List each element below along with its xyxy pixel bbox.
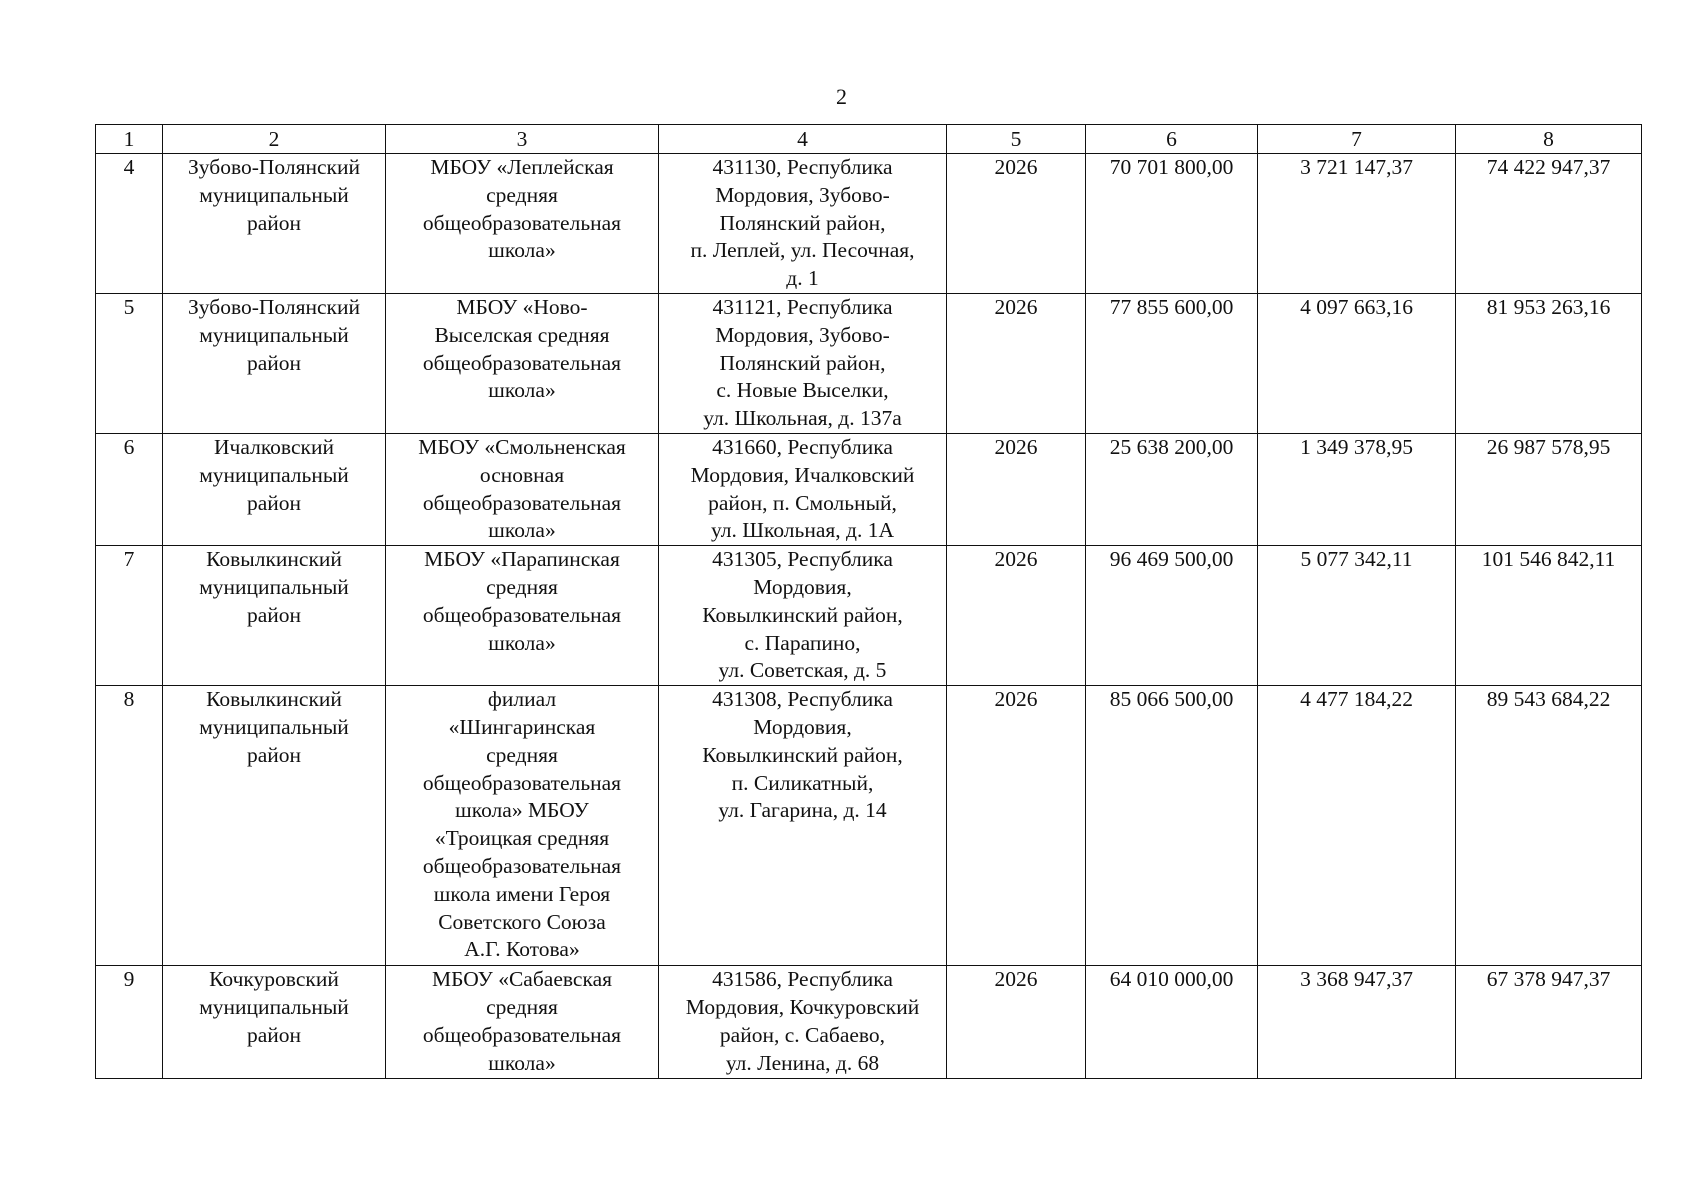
- amount-col7-cell: 5 077 342,11: [1258, 546, 1456, 686]
- amount-col7-cell: 3 721 147,37: [1258, 154, 1456, 294]
- amount-col6-cell: 64 010 000,00: [1086, 966, 1258, 1079]
- amount-col8-cell: 101 546 842,11: [1456, 546, 1642, 686]
- column-number: 3: [386, 125, 659, 154]
- column-number: 6: [1086, 125, 1258, 154]
- school-cell: МБОУ «Леплейская средняя общеобразовательная школа»: [386, 154, 659, 294]
- amount-col8-cell: 67 378 947,37: [1456, 966, 1642, 1079]
- table-row: [96, 686, 1642, 966]
- row-number-cell: 9: [96, 966, 163, 1079]
- amount-col6-cell: 96 469 500,00: [1086, 546, 1258, 686]
- amount-col7-cell: 3 368 947,37: [1258, 966, 1456, 1079]
- year-cell: 2026: [947, 686, 1086, 966]
- column-number: 2: [163, 125, 386, 154]
- table-row: [96, 966, 1642, 1079]
- address-cell: 431121, Республика Мордовия, Зубово- Полянский район, с. Новые Выселки, ул. Школьная, д. 137а: [659, 293, 947, 433]
- address-cell: 431660, Республика Мордовия, Ичалковский район, п. Смольный, ул. Школьная, д. 1А: [659, 433, 947, 545]
- district-cell: Ковылкинский муниципальный район: [163, 686, 386, 966]
- address-cell: 431130, Республика Мордовия, Зубово- Полянский район, п. Леплей, ул. Песочная, д. 1: [659, 154, 947, 294]
- column-number: 8: [1456, 125, 1642, 154]
- address-cell: 431305, Республика Мордовия, Ковылкинский район, с. Парапино, ул. Советская, д. 5: [659, 546, 947, 686]
- year-cell: 2026: [947, 293, 1086, 433]
- amount-col6-cell: 25 638 200,00: [1086, 433, 1258, 545]
- school-cell: МБОУ «Ново- Выселская средняя общеобразовательная школа»: [386, 293, 659, 433]
- amount-col7-cell: 4 477 184,22: [1258, 686, 1456, 966]
- table-row: [96, 546, 1642, 686]
- column-number: 1: [96, 125, 163, 154]
- district-cell: Ичалковский муниципальный район: [163, 433, 386, 545]
- district-cell: Ковылкинский муниципальный район: [163, 546, 386, 686]
- year-cell: 2026: [947, 154, 1086, 294]
- amount-col7-cell: 4 097 663,16: [1258, 293, 1456, 433]
- school-cell: МБОУ «Смольненская основная общеобразовательная школа»: [386, 433, 659, 545]
- amount-col6-cell: 70 701 800,00: [1086, 154, 1258, 294]
- column-number-row: [96, 125, 1642, 154]
- amount-col8-cell: 81 953 263,16: [1456, 293, 1642, 433]
- page-number: 2: [836, 84, 847, 109]
- school-objects-table: [95, 124, 1642, 1079]
- table-row: [96, 154, 1642, 294]
- amount-col8-cell: 74 422 947,37: [1456, 154, 1642, 294]
- column-number: 7: [1258, 125, 1456, 154]
- year-cell: 2026: [947, 966, 1086, 1079]
- amount-col7-cell: 1 349 378,95: [1258, 433, 1456, 545]
- row-number-cell: 5: [96, 293, 163, 433]
- address-cell: 431308, Республика Мордовия, Ковылкинский район, п. Силикатный, ул. Гагарина, д. 14: [659, 686, 947, 966]
- year-cell: 2026: [947, 433, 1086, 545]
- school-cell: филиал «Шингаринская средняя общеобразовательная школа» МБОУ «Троицкая средняя общеобразовательная школа имени Героя Советского Союза А.Г. Котова»: [386, 686, 659, 966]
- row-number-cell: 6: [96, 433, 163, 545]
- school-cell: МБОУ «Парапинская средняя общеобразовательная школа»: [386, 546, 659, 686]
- amount-col6-cell: 85 066 500,00: [1086, 686, 1258, 966]
- district-cell: Зубово-Полянский муниципальный район: [163, 154, 386, 294]
- column-number: 4: [659, 125, 947, 154]
- district-cell: Кочкуровский муниципальный район: [163, 966, 386, 1079]
- district-cell: Зубово-Полянский муниципальный район: [163, 293, 386, 433]
- amount-col8-cell: 89 543 684,22: [1456, 686, 1642, 966]
- row-number-cell: 4: [96, 154, 163, 294]
- year-cell: 2026: [947, 546, 1086, 686]
- school-cell: МБОУ «Сабаевская средняя общеобразовательная школа»: [386, 966, 659, 1079]
- amount-col6-cell: 77 855 600,00: [1086, 293, 1258, 433]
- address-cell: 431586, Республика Мордовия, Кочкуровский район, с. Сабаево, ул. Ленина, д. 68: [659, 966, 947, 1079]
- table-row: [96, 293, 1642, 433]
- table-row: [96, 433, 1642, 545]
- row-number-cell: 7: [96, 546, 163, 686]
- column-number: 5: [947, 125, 1086, 154]
- amount-col8-cell: 26 987 578,95: [1456, 433, 1642, 545]
- row-number-cell: 8: [96, 686, 163, 966]
